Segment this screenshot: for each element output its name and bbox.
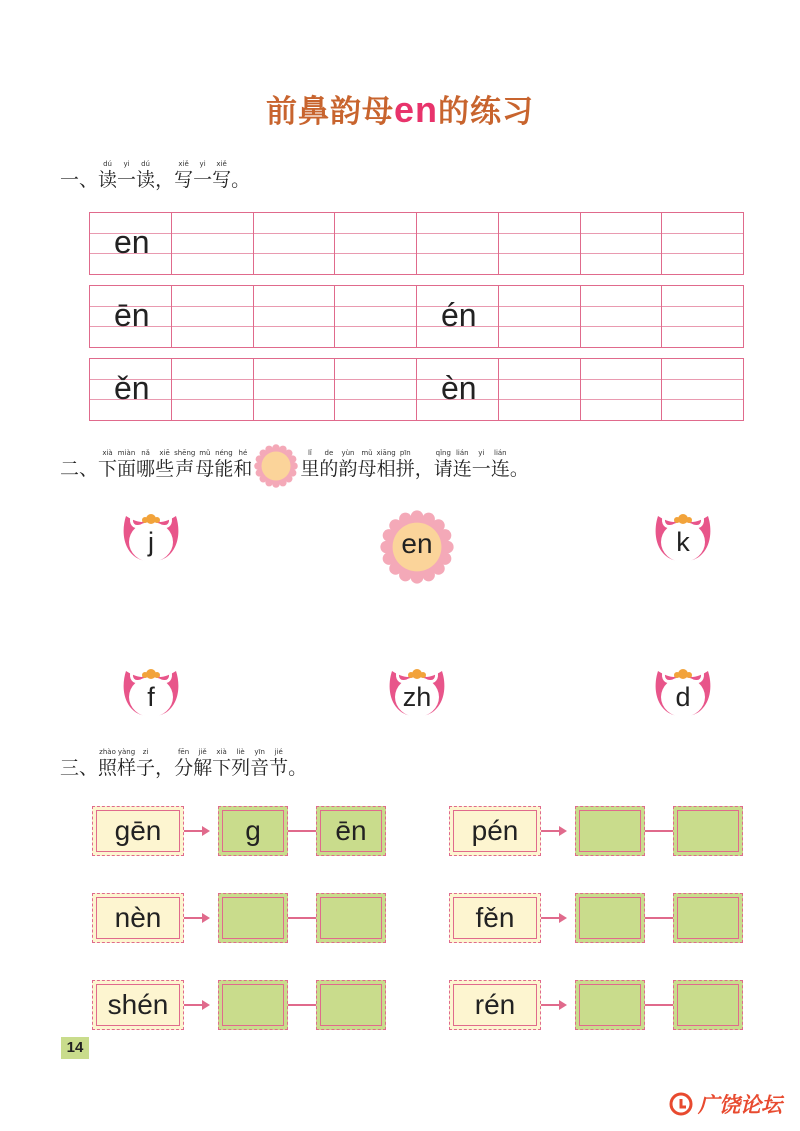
grid-cell[interactable]: [417, 359, 499, 420]
initial-badge-zh[interactable]: [386, 661, 448, 723]
pinyin-annotation: yi: [199, 160, 206, 168]
pinyin-annotation: miàn: [117, 449, 136, 457]
pinyin-annotation: hé: [238, 449, 248, 457]
grid-cell[interactable]: [662, 286, 743, 347]
syllable-label: nèn: [114, 902, 162, 933]
hanzi: 一: [193, 169, 213, 191]
writing-grid-row-1: [89, 212, 744, 275]
heading-char: [98, 748, 117, 779]
hanzi: 里: [300, 458, 320, 480]
hanzi: 样: [117, 757, 137, 779]
hanzi: 。: [231, 169, 251, 191]
pinyin-annotation: mǔ: [199, 449, 211, 457]
pinyin-annotation: [155, 748, 174, 757]
initial-answer: [219, 981, 287, 1029]
hanzi: ，: [414, 458, 434, 480]
hanzi: 下: [98, 458, 118, 480]
pinyin-annotation: [231, 160, 250, 169]
heading-char: [231, 160, 250, 191]
final-answer-box[interactable]: [673, 806, 743, 856]
writing-grid-row-2: [89, 285, 744, 348]
hanzi: 解: [193, 757, 213, 779]
hanzi: 面: [117, 458, 137, 480]
grid-final-label: en: [114, 224, 150, 260]
heading-char: [60, 748, 98, 779]
pinyin-annotation: xià: [102, 449, 113, 457]
initial-label: f: [147, 682, 155, 712]
hanzi: 哪: [136, 458, 156, 480]
syllable-box: [449, 806, 541, 856]
grid-cell[interactable]: [90, 213, 172, 274]
syllable-label: shén: [107, 989, 169, 1020]
heading-char: [174, 160, 193, 191]
hanzi: 写: [174, 169, 194, 191]
syllable-box: [449, 893, 541, 943]
pinyin-annotation: yi: [123, 160, 130, 168]
connector-line: [288, 917, 316, 919]
pinyin-annotation: yi: [478, 449, 485, 457]
heading-char: [319, 449, 338, 480]
grid-cell[interactable]: [499, 359, 581, 420]
hanzi: 音: [250, 757, 270, 779]
connector-line: [288, 830, 316, 832]
initial-badge-d[interactable]: [652, 661, 714, 723]
watermark-text: 广饶论坛: [698, 1093, 782, 1117]
page-number: 14: [61, 1037, 89, 1059]
grid-cell[interactable]: [662, 213, 743, 274]
grid-final-label: ěn: [114, 370, 150, 406]
grid-cell[interactable]: [499, 213, 581, 274]
hanzi: 连: [452, 458, 472, 480]
heading-char: [136, 160, 155, 191]
heading-char: [357, 449, 376, 480]
hanzi: 拼: [395, 458, 415, 480]
section1-heading: [60, 160, 250, 191]
heading-char: [195, 449, 214, 480]
initial-label: j: [148, 527, 154, 557]
pinyin-annotation: fēn: [177, 748, 190, 756]
hanzi: ，: [155, 757, 175, 779]
pinyin-annotation: yàng: [117, 748, 136, 756]
heading-char: [117, 449, 136, 480]
initial-label: zh: [402, 682, 432, 712]
heading-char: [269, 748, 288, 779]
arrow-right-icon: [541, 830, 565, 832]
pinyin-annotation: mǔ: [361, 449, 373, 457]
hanzi: 母: [357, 458, 377, 480]
grid-cell[interactable]: [335, 359, 417, 420]
hanzi: 声: [175, 458, 195, 480]
hanzi: 一: [471, 458, 491, 480]
arrow-right-icon: [541, 1004, 565, 1006]
final-answer: [674, 807, 742, 855]
connector-line: [645, 1004, 673, 1006]
grid-cell[interactable]: [499, 286, 581, 347]
pinyin-annotation: [155, 160, 174, 169]
pinyin-annotation: yīn: [254, 748, 265, 756]
title-prefix: 前鼻韵母: [265, 94, 394, 130]
pinyin-annotation: xiē: [159, 449, 170, 457]
hanzi: 节: [269, 757, 289, 779]
watermark-logo-icon: [668, 1091, 694, 1117]
connector-line: [645, 830, 673, 832]
pinyin-annotation: zhào: [99, 748, 116, 756]
heading-char: [250, 748, 269, 779]
final-answer-box[interactable]: [316, 806, 386, 856]
hanzi: 连: [490, 458, 510, 480]
heading-char: [98, 160, 117, 191]
pinyin-annotation: lián: [494, 449, 507, 457]
heading-char: [136, 449, 155, 480]
pinyin-annotation: de: [324, 449, 334, 457]
syllable-box: [92, 806, 184, 856]
heading-char: [510, 449, 529, 480]
pinyin-annotation: dú: [141, 160, 150, 168]
heading-char: [415, 449, 434, 480]
heading-char: [117, 160, 136, 191]
heading-char: [193, 160, 212, 191]
heading-char: [60, 160, 98, 191]
initial-answer: [219, 894, 287, 942]
writing-grid-row-3: [89, 358, 744, 421]
heading-char: [453, 449, 472, 480]
hanzi: 子: [136, 757, 156, 779]
hanzi: 和: [233, 458, 253, 480]
heading-char: [472, 449, 491, 480]
pinyin-annotation: [60, 160, 98, 169]
pinyin-annotation: xiě: [178, 160, 189, 168]
initial-badge-f[interactable]: [120, 661, 182, 723]
grid-cell[interactable]: [335, 286, 417, 347]
hanzi: 照: [98, 757, 118, 779]
arrow-right-icon: [184, 1004, 208, 1006]
hanzi: 能: [214, 458, 234, 480]
syllable-label: gēn: [114, 815, 162, 846]
grid-cell[interactable]: [172, 213, 254, 274]
initial-label: d: [675, 682, 691, 712]
heading-char: [60, 449, 98, 480]
heading-char: [193, 748, 212, 779]
grid-cell[interactable]: [662, 359, 743, 420]
initial-answer-box[interactable]: [218, 893, 288, 943]
grid-final-label: én: [441, 297, 477, 333]
heading-char: [233, 449, 252, 480]
hanzi: 写: [212, 169, 232, 191]
grid-cell[interactable]: [335, 213, 417, 274]
final-answer-box[interactable]: [673, 980, 743, 1030]
initial-answer-box[interactable]: [575, 893, 645, 943]
heading-char: [136, 748, 155, 779]
hanzi: ，: [155, 169, 175, 191]
pinyin-annotation: néng: [215, 449, 233, 457]
hanzi: 读: [98, 169, 118, 191]
heading-char: [98, 449, 117, 480]
initial-answer-box[interactable]: [218, 980, 288, 1030]
final-answer-box[interactable]: [316, 980, 386, 1030]
connector-line: [288, 1004, 316, 1006]
pinyin-annotation: jié: [274, 748, 283, 756]
syllable-box: [92, 980, 184, 1030]
grid-cell[interactable]: [254, 213, 336, 274]
hanzi: 相: [376, 458, 396, 480]
heading-char: [155, 748, 174, 779]
heading-char: [214, 449, 233, 480]
syllable-label: pén: [471, 815, 519, 846]
hanzi: 分: [174, 757, 194, 779]
grid-cell[interactable]: [417, 286, 499, 347]
arrow-right-icon: [184, 830, 208, 832]
final-answer: [674, 981, 742, 1029]
mini-flower-icon: [254, 444, 298, 488]
arrow-right-icon: [184, 917, 208, 919]
initial-answer: [576, 981, 644, 1029]
hanzi: 的: [319, 458, 339, 480]
heading-char: [396, 449, 415, 480]
grid-cell[interactable]: [172, 286, 254, 347]
center-final-label: en: [401, 528, 433, 559]
initial-badge-k[interactable]: [652, 506, 714, 568]
center-final-flower[interactable]: [380, 510, 454, 584]
title-emph: en: [393, 89, 438, 130]
syllable-label: rén: [474, 989, 516, 1020]
initial-answer-box[interactable]: [218, 806, 288, 856]
pinyin-annotation: dú: [103, 160, 112, 168]
syllable-label: fěn: [475, 902, 515, 933]
heading-char: [155, 160, 174, 191]
pinyin-annotation: pīn: [399, 449, 411, 457]
hanzi: 一、: [60, 169, 99, 191]
watermark: [668, 1088, 798, 1120]
syllable-box: [449, 980, 541, 1030]
section2-heading: [60, 444, 529, 480]
pinyin-annotation: xiāng: [376, 449, 396, 457]
hanzi: 母: [195, 458, 215, 480]
syllable-box: [92, 893, 184, 943]
heading-char: [434, 449, 453, 480]
heading-char: [300, 449, 319, 480]
title-suffix: 的练习: [438, 94, 534, 130]
grid-cell[interactable]: [90, 286, 172, 347]
pinyin-annotation: zi: [142, 748, 149, 756]
pinyin-annotation: shēng: [174, 449, 196, 457]
heading-char: [174, 449, 195, 480]
hanzi: 列: [231, 757, 251, 779]
heading-char: [174, 748, 193, 779]
heading-char: [155, 449, 174, 480]
final-answer: [317, 894, 385, 942]
heading-char: [338, 449, 357, 480]
pinyin-annotation: [60, 748, 98, 757]
final-answer: ēn: [335, 815, 367, 846]
hanzi: 三、: [60, 757, 99, 779]
initial-answer-box[interactable]: [575, 980, 645, 1030]
pinyin-annotation: [510, 449, 529, 458]
grid-cell[interactable]: [172, 359, 254, 420]
hanzi: 请: [433, 458, 453, 480]
pinyin-annotation: nǎ: [141, 449, 150, 457]
heading-char: [117, 748, 136, 779]
hanzi: 韵: [338, 458, 358, 480]
pinyin-annotation: qǐng: [435, 449, 451, 457]
final-answer: [317, 981, 385, 1029]
pinyin-annotation: lǐ: [307, 449, 312, 457]
connector-line: [645, 917, 673, 919]
final-answer: [674, 894, 742, 942]
grid-final-label: èn: [441, 370, 477, 406]
heading-char: [288, 748, 307, 779]
arrow-right-icon: [541, 917, 565, 919]
hanzi: 。: [509, 458, 529, 480]
heading-char: [491, 449, 510, 480]
grid-cell[interactable]: [254, 286, 336, 347]
page-title: [0, 86, 800, 131]
initial-answer: [576, 894, 644, 942]
grid-final-label: ēn: [114, 297, 150, 333]
hanzi: 二、: [60, 458, 99, 480]
pinyin-annotation: xià: [216, 748, 227, 756]
pinyin-annotation: [415, 449, 434, 458]
heading-char: [212, 748, 231, 779]
grid-cell[interactable]: [254, 359, 336, 420]
pinyin-annotation: yùn: [341, 449, 355, 457]
hanzi: 一: [117, 169, 137, 191]
grid-cell[interactable]: [417, 213, 499, 274]
initial-answer: g: [245, 815, 261, 846]
final-answer-box[interactable]: [316, 893, 386, 943]
heading-char: [231, 748, 250, 779]
pinyin-annotation: liè: [236, 748, 245, 756]
final-answer-box[interactable]: [673, 893, 743, 943]
pinyin-annotation: lián: [455, 449, 469, 457]
grid-cell[interactable]: [581, 213, 663, 274]
pinyin-annotation: jiě: [198, 748, 207, 756]
initial-label: k: [676, 527, 690, 557]
pinyin-annotation: [288, 748, 307, 757]
initial-answer: [576, 807, 644, 855]
hanzi: 些: [155, 458, 175, 480]
heading-char: [212, 160, 231, 191]
hanzi: 下: [212, 757, 232, 779]
heading-char: [376, 449, 395, 480]
hanzi: 。: [288, 757, 308, 779]
pinyin-annotation: xiě: [216, 160, 227, 168]
initial-answer-box[interactable]: [575, 806, 645, 856]
initial-badge-j[interactable]: [120, 506, 182, 568]
grid-cell[interactable]: [581, 286, 663, 347]
grid-cell[interactable]: [90, 359, 172, 420]
pinyin-annotation: [60, 449, 98, 458]
hanzi: 读: [136, 169, 156, 191]
section3-heading: [60, 748, 307, 779]
grid-cell[interactable]: [581, 359, 663, 420]
